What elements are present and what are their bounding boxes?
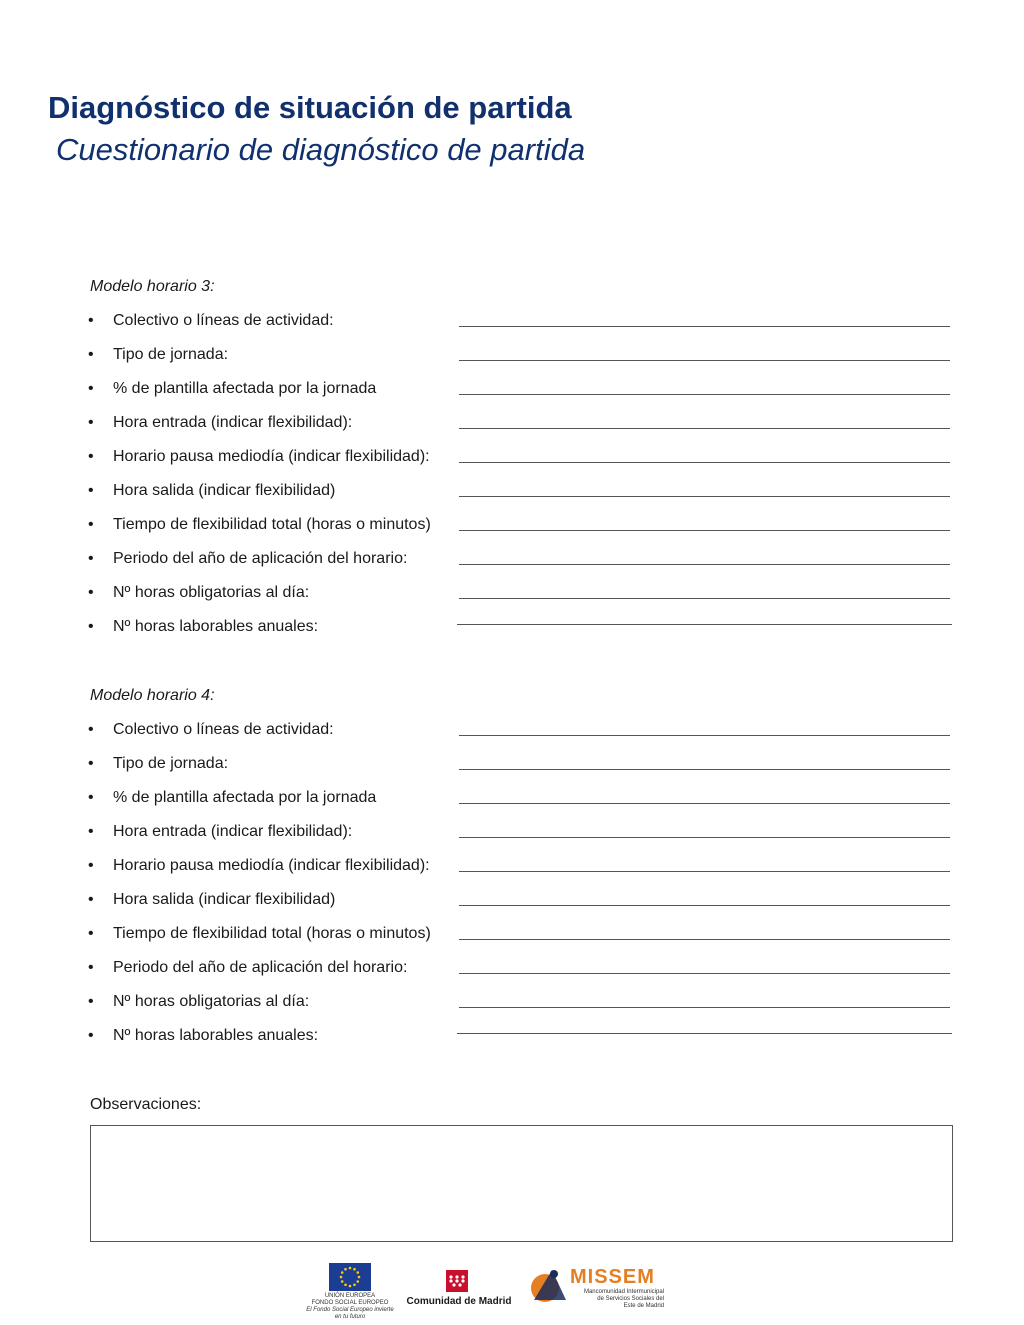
observations-box[interactable]	[90, 1125, 953, 1242]
form-row	[0, 346, 1024, 370]
field-label: Hora salida (indicar flexibilidad)	[113, 891, 336, 908]
answer-line[interactable]	[459, 462, 950, 463]
missem-subtitle-line1: Mancomunidad Intermunicipal	[583, 1289, 664, 1295]
answer-line[interactable]	[459, 905, 950, 906]
bullet: •	[88, 1027, 94, 1044]
bullet: •	[88, 925, 94, 942]
bullet: •	[88, 516, 94, 533]
page-title: Diagnóstico de situación de partida	[48, 90, 572, 125]
madrid-flag-icon	[446, 1270, 468, 1292]
form-row	[0, 516, 1024, 540]
answer-line[interactable]	[459, 326, 950, 327]
field-label: Colectivo o líneas de actividad:	[113, 312, 334, 329]
bullet: •	[88, 346, 94, 363]
form-row	[0, 312, 1024, 336]
answer-line[interactable]	[459, 803, 950, 804]
eu-star	[353, 1268, 356, 1271]
form-row	[0, 550, 1024, 574]
eu-star	[358, 1276, 361, 1279]
field-label: % de plantilla afectada por la jornada	[113, 380, 377, 397]
form-row	[0, 448, 1024, 472]
field-label: Horario pausa mediodía (indicar flexibilidad):	[113, 448, 430, 465]
form-row	[0, 414, 1024, 438]
answer-line[interactable]	[459, 837, 950, 838]
field-label: Nº horas obligatorias al día:	[113, 993, 310, 1010]
answer-line[interactable]	[459, 973, 950, 974]
missem-subtitle-line3: Este de Madrid	[623, 1303, 664, 1309]
missem-name: MISSEM	[570, 1266, 655, 1288]
bullet: •	[88, 584, 94, 601]
section-label: Modelo horario 4:	[90, 687, 215, 704]
eu-star	[356, 1271, 359, 1274]
eu-text-line3: El Fondo Social Europeo invierte en tu futuro	[306, 1307, 394, 1320]
bullet: •	[88, 959, 94, 976]
comunidad-madrid-logo	[397, 1268, 521, 1318]
form-row	[0, 925, 1024, 949]
answer-line[interactable]	[459, 1007, 950, 1008]
answer-line[interactable]	[457, 1033, 952, 1034]
bullet: •	[88, 482, 94, 499]
answer-line[interactable]	[459, 394, 950, 395]
bullet: •	[88, 380, 94, 397]
form-row	[0, 823, 1024, 847]
form-row	[0, 789, 1024, 813]
bullet: •	[88, 857, 94, 874]
eu-star	[341, 1280, 344, 1283]
field-label: Hora salida (indicar flexibilidad)	[113, 482, 336, 499]
field-label: Tiempo de flexibilidad total (horas o minutos)	[113, 516, 431, 533]
form-row	[0, 993, 1024, 1017]
form-row	[0, 857, 1024, 881]
form-row	[0, 755, 1024, 779]
page-subtitle: Cuestionario de diagnóstico de partida	[56, 132, 586, 167]
field-label: Horario pausa mediodía (indicar flexibilidad):	[113, 857, 430, 874]
answer-line[interactable]	[457, 624, 952, 625]
missem-logo	[530, 1260, 680, 1320]
answer-line[interactable]	[459, 496, 950, 497]
eu-text-line2: FONDO SOCIAL EUROPEO	[311, 1300, 389, 1306]
eu-text-line1: UNIÓN EUROPEA	[324, 1293, 376, 1299]
bullet: •	[88, 721, 94, 738]
missem-subtitle-line2: de Servicios Sociales del	[597, 1296, 664, 1302]
field-label: Nº horas obligatorias al día:	[113, 584, 310, 601]
bullet: •	[88, 312, 94, 329]
form-row	[0, 380, 1024, 404]
bullet: •	[88, 618, 94, 635]
madrid-stars-icon	[446, 1270, 468, 1292]
answer-line[interactable]	[459, 428, 950, 429]
eu-star	[349, 1267, 352, 1270]
eu-star	[344, 1283, 347, 1286]
bullet: •	[88, 789, 94, 806]
eu-logo	[305, 1260, 395, 1320]
field-label: Periodo del año de aplicación del horario:	[113, 959, 408, 976]
eu-star	[344, 1268, 347, 1271]
eu-flag-icon	[329, 1263, 371, 1291]
form-row	[0, 1027, 1024, 1051]
answer-line[interactable]	[459, 564, 950, 565]
missem-emblem-icon	[530, 1264, 570, 1306]
answer-line[interactable]	[459, 598, 950, 599]
eu-stars-icon	[329, 1263, 371, 1291]
form-row	[0, 482, 1024, 506]
missem-subtitle	[568, 1289, 664, 1310]
eu-star	[340, 1276, 343, 1279]
answer-line[interactable]	[459, 735, 950, 736]
bullet: •	[88, 823, 94, 840]
section-label: Modelo horario 3:	[90, 278, 215, 295]
bullet: •	[88, 891, 94, 908]
form-row	[0, 891, 1024, 915]
field-label: Tipo de jornada:	[113, 755, 229, 772]
observations-label: Observaciones:	[90, 1096, 202, 1113]
answer-line[interactable]	[459, 871, 950, 872]
answer-line[interactable]	[459, 939, 950, 940]
footer-logos	[300, 1260, 680, 1320]
field-label: Hora entrada (indicar flexibilidad):	[113, 414, 353, 431]
comunidad-madrid-text: Comunidad de Madrid	[406, 1296, 512, 1307]
field-label: Tiempo de flexibilidad total (horas o minutos)	[113, 925, 431, 942]
field-label: Periodo del año de aplicación del horario:	[113, 550, 408, 567]
form-row	[0, 584, 1024, 608]
field-label: Tipo de jornada:	[113, 346, 229, 363]
eu-star	[356, 1280, 359, 1283]
answer-line[interactable]	[459, 530, 950, 531]
field-label: % de plantilla afectada por la jornada	[113, 789, 377, 806]
eu-text	[305, 1293, 395, 1321]
form-row	[0, 721, 1024, 745]
bullet: •	[88, 755, 94, 772]
eu-star	[353, 1283, 356, 1286]
answer-line[interactable]	[459, 769, 950, 770]
field-label: Nº horas laborables anuales:	[113, 1027, 319, 1044]
bullet: •	[88, 550, 94, 567]
form-row	[0, 618, 1024, 642]
bullet: •	[88, 993, 94, 1010]
eu-star	[341, 1271, 344, 1274]
answer-line[interactable]	[459, 360, 950, 361]
field-label: Colectivo o líneas de actividad:	[113, 721, 334, 738]
bullet: •	[88, 448, 94, 465]
bullet: •	[88, 414, 94, 431]
field-label: Nº horas laborables anuales:	[113, 618, 319, 635]
form-row	[0, 959, 1024, 983]
field-label: Hora entrada (indicar flexibilidad):	[113, 823, 353, 840]
eu-star	[349, 1285, 352, 1288]
